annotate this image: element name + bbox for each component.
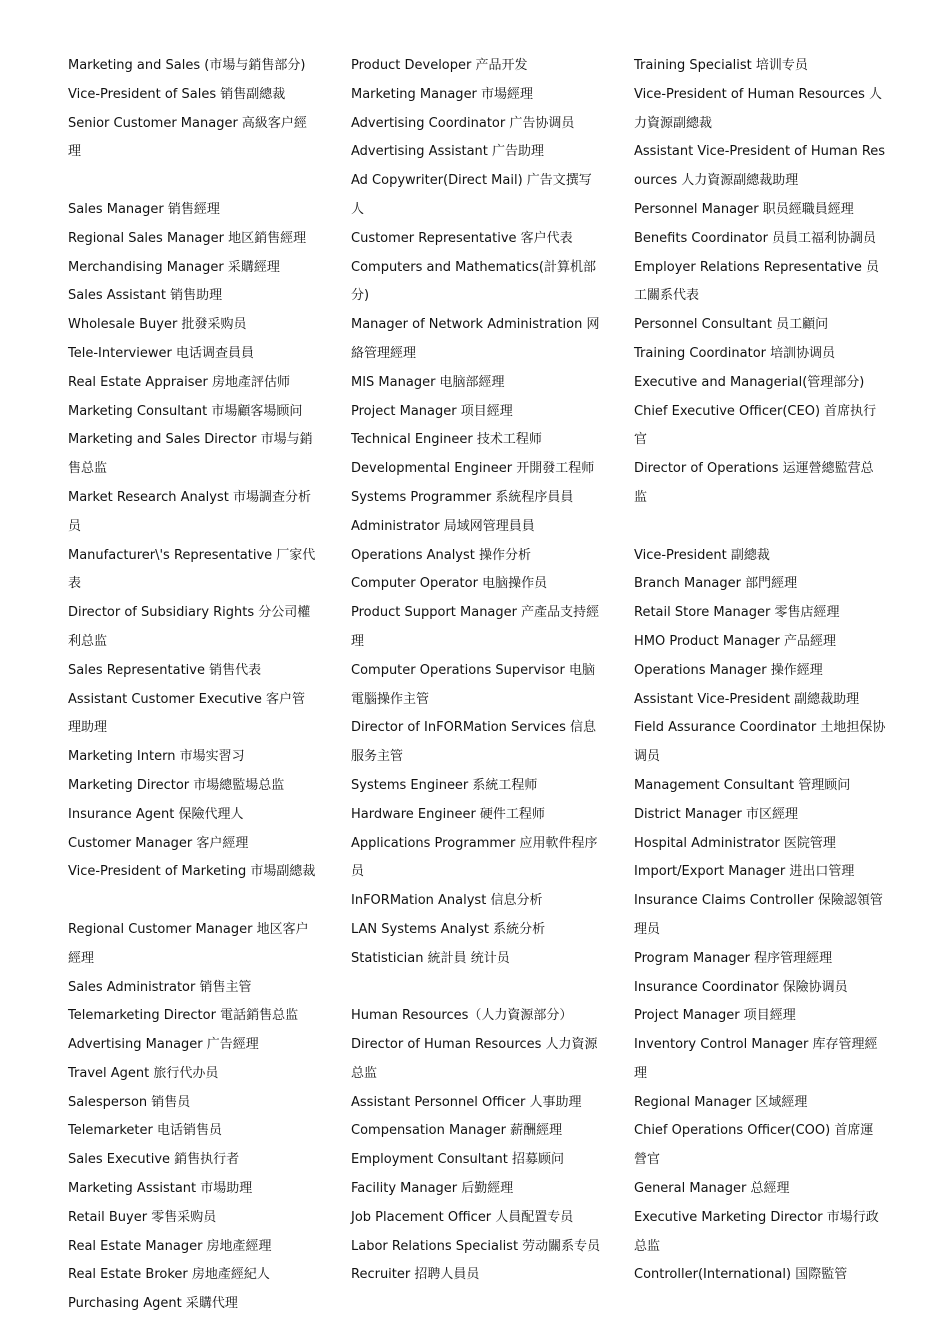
blank-line — [634, 513, 886, 542]
job-title-entry: Hospital Administrator 医院管理 — [634, 835, 836, 851]
job-title-entry: Director of Human Resources 人力資源总监 — [351, 1037, 598, 1081]
job-title-entry: Manager of Network Administration 网絡管理經理 — [351, 317, 600, 361]
job-title-entry: Regional Manager 区域經理 — [634, 1094, 808, 1110]
job-title-entry: Inventory Control Manager 库存管理經理 — [634, 1037, 878, 1081]
job-title-entry: Assistant Customer Executive 客户管理助理 — [68, 691, 306, 736]
job-title-entry: Customer Manager 客户經理 — [68, 835, 249, 851]
blank-line — [68, 887, 318, 916]
job-title-entry: Personnel Consultant 员工顧问 — [634, 317, 829, 333]
job-title-entry: Vice-President of Marketing 市場副總裁 — [68, 864, 316, 880]
job-title-entry: Product Support Manager 产產品支持經理 — [351, 605, 600, 649]
job-title-entry: Director of InFORMation Services 信息服务主管 — [351, 720, 597, 765]
blank-line — [68, 167, 318, 196]
job-title-entry: Travel Agent 旅行代办员 — [68, 1065, 219, 1081]
job-title-entry: Project Manager 项目經理 — [351, 403, 513, 419]
job-title-entry: Marketing Director 市場總監場总监 — [68, 777, 285, 793]
job-title-entry: Systems Programmer 系統程序員員 — [351, 489, 574, 505]
job-title-entry: Computer Operator 电脑操作员 — [351, 576, 548, 592]
job-title-entry: Vice-President of Sales 销售副總裁 — [68, 86, 286, 102]
job-title-entry: Insurance Claims Controller 保險認領管理员 — [634, 893, 883, 937]
job-title-entry: Assistant Personnel Officer 人事助理 — [351, 1094, 582, 1110]
job-title-entry: Assistant Vice-President of Human Resources 人力資源副總裁助理 — [634, 144, 886, 189]
job-title-entry: Sales Assistant 销售助理 — [68, 288, 223, 304]
job-title-entry: Real Estate Manager 房地產經理 — [68, 1238, 272, 1254]
job-title-entry: Administrator 局域网管理員員 — [351, 518, 535, 534]
job-title-entry: Marketing Manager 市場經理 — [351, 86, 534, 102]
job-title-entry: Executive Marketing Director 市場行政总监 — [634, 1209, 879, 1254]
job-title-entry: Compensation Manager 薪酬經理 — [351, 1123, 563, 1139]
job-title-entry: Job Placement Officer 人員配置专员 — [351, 1209, 574, 1225]
job-title-entry: Sales Representative 销售代表 — [68, 662, 262, 678]
job-title-entry: Senior Customer Manager 高級客户經理 — [68, 115, 307, 160]
job-title-entry: Marketing and Sales (市場与銷售部分) — [68, 58, 306, 73]
job-title-entry: Director of Subsidiary Rights 分公司權利总监 — [68, 605, 311, 649]
job-title-entry: Operations Analyst 操作分析 — [351, 547, 532, 563]
job-title-entry: General Manager 总經理 — [634, 1181, 790, 1197]
job-title-entry: InFORMation Analyst 信息分析 — [351, 893, 543, 909]
job-title-entry: Facility Manager 后勤經理 — [351, 1181, 514, 1197]
job-title-entry: Advertising Manager 广告經理 — [68, 1037, 259, 1053]
column-2 — [351, 52, 601, 1290]
column-1 — [68, 52, 318, 1319]
job-title-entry: Real Estate Broker 房地產經紀人 — [68, 1267, 270, 1283]
job-title-entry: Tele-Interviewer 电话调查員員 — [68, 345, 254, 361]
job-title-entry: Chief Executive Officer(CEO) 首席执行官 — [634, 403, 877, 448]
job-title-entry: Human Resources（人力資源部分） — [351, 1008, 573, 1024]
job-title-entry: Computers and Mathematics(計算机部分) — [351, 259, 596, 304]
job-title-entry: Real Estate Appraiser 房地產評估师 — [68, 374, 291, 390]
job-title-entry: Training Coordinator 培訓协调员 — [634, 345, 836, 361]
job-title-entry: Customer Representative 客户代表 — [351, 230, 573, 246]
job-title-entry: Wholesale Buyer 批發采购员 — [68, 317, 247, 333]
job-title-entry: Developmental Engineer 开開發工程师 — [351, 461, 595, 477]
job-title-entry: Personnel Manager 职员經職員經理 — [634, 201, 854, 217]
job-title-entry: Benefits Coordinator 员員工福利协調员 — [634, 230, 877, 246]
job-title-entry: Vice-President of Human Resources 人力資源副總裁 — [634, 86, 883, 131]
job-title-entry: Sales Manager 销售經理 — [68, 201, 220, 217]
job-title-entry: Marketing Intern 市場实習习 — [68, 749, 245, 765]
job-title-entry: Insurance Coordinator 保險协调员 — [634, 979, 848, 995]
job-title-entry: District Manager 市区經理 — [634, 806, 798, 822]
job-title-entry: Telemarketing Director 電話銷售总监 — [68, 1008, 299, 1024]
job-title-entry: Training Specialist 培训专员 — [634, 58, 808, 73]
job-title-entry: Recruiter 招聘人員员 — [351, 1267, 480, 1283]
job-title-entry: Operations Manager 操作經理 — [634, 662, 823, 678]
job-title-entry: Employer Relations Representative 员工關系代表 — [634, 259, 880, 304]
job-title-entry: Labor Relations Specialist 劳动關系专员 — [351, 1238, 601, 1254]
job-title-entry: Sales Administrator 销售主管 — [68, 979, 252, 995]
job-title-entry: Advertising Assistant 广告助理 — [351, 144, 545, 160]
job-title-entry: Salesperson 销售员 — [68, 1094, 191, 1110]
job-title-entry: Systems Engineer 系統工程师 — [351, 777, 538, 793]
job-title-entry: Applications Programmer 应用軟件程序员 — [351, 835, 598, 880]
column-3 — [634, 52, 886, 1290]
job-title-entry: Marketing and Sales Director 市場与銷售总监 — [68, 432, 313, 477]
blank-line — [351, 974, 601, 1003]
job-title-entry: Telemarketer 电话销售员 — [68, 1123, 222, 1139]
job-title-entry: Merchandising Manager 采購經理 — [68, 259, 280, 275]
job-title-entry: Regional Customer Manager 地区客户經理 — [68, 921, 309, 966]
job-title-entry: Retail Store Manager 零售店經理 — [634, 605, 840, 621]
job-title-entry: Sales Executive 銷售执行者 — [68, 1152, 240, 1168]
job-title-entry: Insurance Agent 保險代理人 — [68, 806, 244, 822]
job-title-entry: Vice-President 副總裁 — [634, 547, 770, 563]
job-title-entry: Manufacturer\'s Representative 厂家代表 — [68, 547, 316, 592]
job-title-entry: Director of Operations 运運營總監营总监 — [634, 461, 874, 505]
job-title-entry: Retail Buyer 零售采购员 — [68, 1209, 217, 1225]
job-title-entry: MIS Manager 电脑部經理 — [351, 374, 505, 390]
job-title-entry: Controller(International) 国際監管 — [634, 1267, 848, 1283]
job-title-entry: Ad Copywriter(Direct Mail) 广告文撰写人 — [351, 173, 592, 217]
job-title-entry: Product Developer 产品开发 — [351, 58, 528, 73]
job-title-entry: Assistant Vice-President 副總裁助理 — [634, 691, 860, 707]
job-title-entry: Branch Manager 部門經理 — [634, 576, 798, 592]
job-title-entry: Advertising Coordinator 广告协调员 — [351, 115, 575, 131]
job-title-entry: Regional Sales Manager 地区銷售經理 — [68, 230, 307, 246]
job-title-entry: Technical Engineer 技术工程师 — [351, 432, 542, 448]
job-title-entry: Employment Consultant 招募顾问 — [351, 1152, 564, 1168]
job-title-entry: Statistician 統計員 统计员 — [351, 950, 510, 966]
job-title-entry: Purchasing Agent 采購代理 — [68, 1296, 238, 1312]
job-title-entry: Chief Operations Officer(COO) 首席運營官 — [634, 1123, 874, 1168]
job-title-entry: Program Manager 程序管理經理 — [634, 950, 833, 966]
job-title-entry: Marketing Consultant 市場顧客場顾问 — [68, 403, 303, 419]
job-title-entry: LAN Systems Analyst 系統分析 — [351, 921, 546, 937]
job-title-entry: Field Assurance Coordinator 土地担保协调员 — [634, 720, 886, 765]
job-title-entry: Marketing Assistant 市場助理 — [68, 1181, 253, 1197]
job-title-entry: Project Manager 项目經理 — [634, 1008, 796, 1024]
job-title-entry: Management Consultant 管理顾问 — [634, 777, 851, 793]
job-title-entry: Market Research Analyst 市場調查分析员 — [68, 489, 311, 534]
job-title-entry: HMO Product Manager 产品經理 — [634, 633, 836, 649]
job-title-entry: Computer Operations Supervisor 电脑電腦操作主管 — [351, 662, 595, 707]
job-title-entry: Executive and Managerial(管理部分) — [634, 374, 865, 390]
job-title-entry: Hardware Engineer 硬件工程师 — [351, 806, 545, 822]
job-title-entry: Import/Export Manager 进出口管理 — [634, 864, 855, 880]
